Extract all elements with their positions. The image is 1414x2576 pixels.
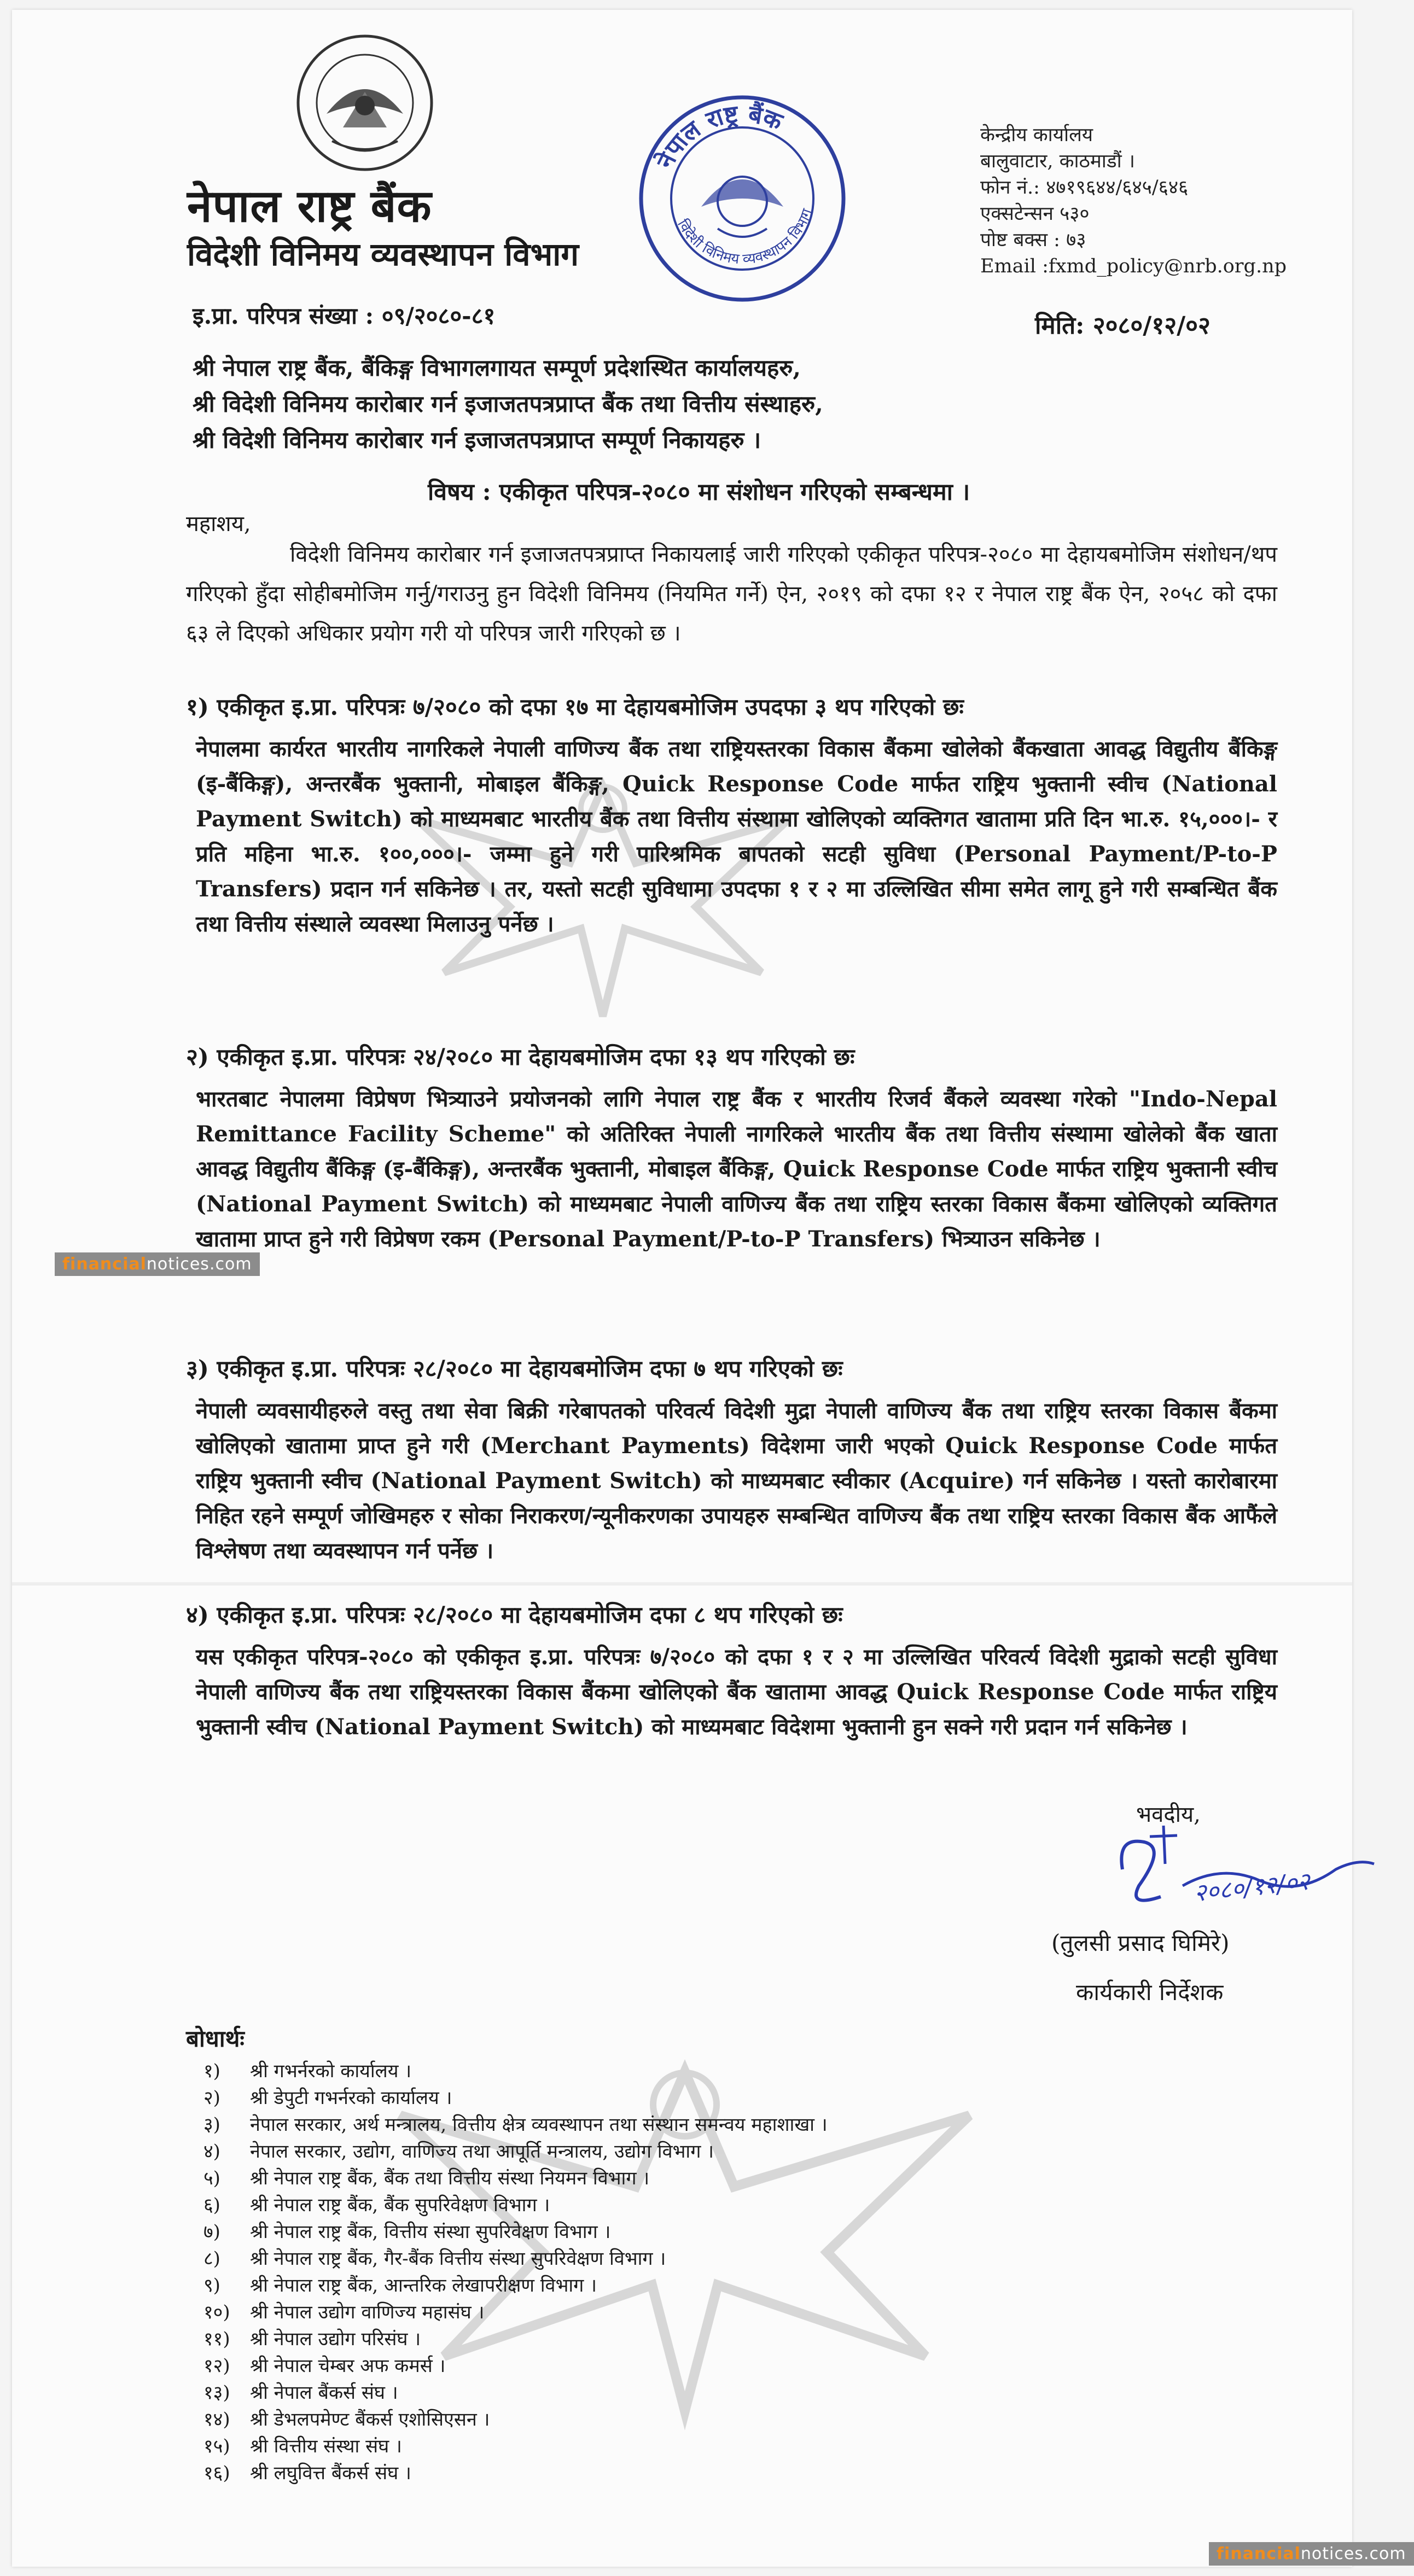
amendment-section-3 — [186, 1353, 1277, 1569]
site-watermark-badge: financialnotices.com — [55, 1252, 260, 1276]
amendment-section-1 — [186, 691, 1277, 942]
department-name: विदेशी विनिमय व्यवस्थापन विभाग — [187, 236, 579, 273]
cc-list — [203, 2058, 828, 2487]
amendment-section-4 — [186, 1599, 1277, 1745]
list-item: ६) श्री नेपाल राष्ट्र बैंक, बैंक सुपरिवेक्षण विभाग । — [203, 2194, 550, 2216]
list-item: १४) श्री डेभलपमेण्ट बैंकर्स एशोसिएसन । — [203, 2409, 490, 2431]
list-item: २) श्री डेपुटी गभर्नरको कार्यालय । — [203, 2087, 452, 2109]
circular-number: इ.प्रा. परिपत्र संख्या : ०९/२०८०-८१ — [193, 302, 496, 329]
recipient-line: श्री विदेशी विनिमय कारोबार गर्न इजाजतपत्रप्राप्त सम्पूर्ण निकायहरु । — [193, 427, 761, 453]
signatory-name: (तुलसी प्रसाद घिमिरे) — [1051, 1930, 1230, 1956]
svg-text:२०८०/१२/०२: २०८०/१२/०२ — [1192, 1867, 1311, 1908]
office-line: एक्सटेन्सन ५३० — [980, 203, 1090, 225]
cc-heading: बोधार्थः — [186, 2025, 245, 2052]
list-item: ३) नेपाल सरकार, अर्थ मन्त्रालय, वित्तीय क्षेत्र व्यवस्थापन तथा संस्थान समन्वय महाशाखा । — [203, 2114, 828, 2136]
amendment-section-2 — [186, 1041, 1277, 1257]
list-item: १५) श्री वित्तीय संस्था संघ । — [203, 2435, 402, 2457]
list-item: ५) श्री नेपाल राष्ट्र बैंक, बैंक तथा वित्तीय संस्था नियमन विभाग । — [203, 2167, 650, 2189]
list-item: १३) श्री नेपाल बैंकर्स संघ । — [203, 2382, 398, 2404]
section-heading: १) एकीकृत इ.प्रा. परिपत्रः ७/२०८० को दफा १७ मा देहायबमोजिम उपदफा ३ थप गरिएको छः — [186, 693, 964, 720]
list-item: १) श्री गभर्नरको कार्यालय । — [203, 2060, 412, 2082]
page-seam — [12, 1582, 1352, 1586]
recipient-line: श्री नेपाल राष्ट्र बैंक, बैंकिङ्ग विभागलगायत सम्पूर्ण प्रदेशस्थित कार्यालयहरु, — [193, 354, 801, 381]
list-item: ४) नेपाल सरकार, उद्योग, वाणिज्य तथा आपूर्ति मन्त्रालय, उद्योग विभाग । — [203, 2141, 714, 2163]
office-line: पोष्ट बक्स : ७३ — [980, 229, 1086, 251]
office-email: Email :fxmd_policy@nrb.org.np — [980, 255, 1287, 277]
department-stamp-icon — [636, 92, 849, 305]
list-item: ९) श्री नेपाल राष्ट्र बैंक, आन्तरिक लेखापरीक्षण विभाग । — [203, 2275, 597, 2297]
subject-line: विषय : एकीकृत परिपत्र-२०८० मा संशोधन गरिएको सम्बन्धमा । — [428, 479, 970, 506]
recipients — [193, 350, 823, 458]
svg-text:नेपाल राष्ट्र बैंक — [650, 100, 787, 173]
intro-paragraph: विदेशी विनिमय कारोबार गर्न इजाजतपत्रप्राप्त निकायलाई जारी गरिएको एकीकृत परिपत्र-२०८० मा देहायबमोजिम संशोधन/थप गरिएको हुँदा सोहीबमोजिम गर्नु/गराउनु हुन विदेशी विनिमय (नियमित गर्ने) ऐन, २०१९ को दफा १२ र नेपाल राष्ट्र बैंक ऐन, २०५८ को दफा ६३ ले दिएको अधिकार प्रयोग गरी यो परिपत्र जारी गरिएको छ । — [186, 542, 1277, 646]
recipient-line: श्री विदेशी विनिमय कारोबार गर्न इजाजतपत्रप्राप्त बैंक तथा वित्तीय संस्थाहरु, — [193, 391, 823, 417]
section-heading: २) एकीकृत इ.प्रा. परिपत्रः २४/२०८० मा देहायबमोजिम दफा १३ थप गरिएको छः — [186, 1044, 855, 1070]
site-watermark-badge: financialnotices.com — [1209, 2542, 1414, 2566]
list-item: ७) श्री नेपाल राष्ट्र बैंक, वित्तीय संस्था सुपरिवेक्षण विभाग । — [203, 2221, 611, 2243]
office-address — [980, 122, 1287, 279]
section-body: नेपालमा कार्यरत भारतीय नागरिकले नेपाली वाणिज्य बैंक तथा राष्ट्रियस्तरका विकास बैंकमा खोलेको बैंकखाता आवद्ध विद्युतीय बैंकिङ्ग (इ-बैंकिङ्ग), अन्तरबैंक भुक्तानी, मोबाइल बैंकिङ्ग, Quick Response Code मार्फत राष्ट्रिय भुक्तानी स्वीच (National Payment Switch) को माध्यमबाट भारतीय बैंक तथा वित्तीय संस्थामा खोलिएको व्यक्तिगत खातामा प्रति दिन भा.रु. १५,०००।- र प्रति महिना भा.रु. १००,०००।- जम्मा हुने गरी पारिश्रमिक बापतको सटही सुविधा (Personal Payment/P-to-P Transfers) प्रदान गर्न सकिनेछ । तर, यस्तो सटही सुविधामा उपदफा १ र २ मा उल्लिखित सीमा समेत लागू हुने गरी सम्बन्धित बैंक तथा वित्तीय संस्थाले व्यवस्था मिलाउनु पर्नेछ । — [196, 736, 1277, 937]
section-heading: ३) एकीकृत इ.प्रा. परिपत्रः २८/२०८० मा देहायबमोजिम दफा ७ थप गरिएको छः — [186, 1355, 843, 1382]
bank-logo-icon — [294, 32, 436, 174]
document-page — [12, 10, 1352, 2567]
section-body: यस एकीकृत परिपत्र-२०८० को एकीकृत इ.प्रा. परिपत्रः ७/२०८० को दफा १ र २ मा उल्लिखित परिवर्त्य विदेशी मुद्राको सटही सुविधा नेपाली वाणिज्य बैंक तथा राष्ट्रियस्तरका विकास बैंकमा खोलिएको बैंक खातामा आवद्ध Quick Response Code मार्फत राष्ट्रिय भुक्तानी स्वीच (National Payment Switch) को माध्यमबाट विदेशमा भुक्तानी हुन सक्ने गरी प्रदान गर्न सकिनेछ । — [196, 1644, 1277, 1740]
office-line: बालुवाटार, काठमाडौं । — [980, 150, 1136, 172]
section-body: भारतबाट नेपालमा विप्रेषण भित्र्याउने प्रयोजनको लागि नेपाल राष्ट्र बैंक र भारतीय रिजर्व बैंकले व्यवस्था गरेको "Indo-Nepal Remittance Facility Scheme" को अतिरिक्त नेपाली नागरिकले भारतीय बैंक तथा वित्तीय संस्थामा खोलेको बैंक खाता आवद्ध विद्युतीय बैंकिङ्ग (इ-बैंकिङ्ग), अन्तरबैंक भुक्तानी, मोबाइल बैंकिङ्ग, Quick Response Code मार्फत राष्ट्रिय भुक्तानी स्वीच (National Payment Switch) को माध्यमबाट नेपाली वाणिज्य बैंक तथा राष्ट्रिय स्तरका विकास बैंकमा खोलिएको व्यक्तिगत खातामा प्राप्त हुने गरी विप्रेषण रकम (Personal Payment/P-to-P Transfers) भित्र्याउन सकिनेछ । — [196, 1086, 1277, 1252]
bank-name: नेपाल राष्ट्र बैंक — [187, 180, 432, 232]
list-item: ११) श्री नेपाल उद्योग परिसंघ । — [203, 2328, 421, 2350]
stamp-bottom-text: विदेशी विनिमय व्यवस्थापन विभाग — [673, 207, 816, 268]
list-item: १६) श्री लघुवित्त बैंकर्स संघ । — [203, 2462, 411, 2484]
section-heading: ४) एकीकृत इ.प्रा. परिपत्रः २८/२०८० मा देहायबमोजिम दफा ८ थप गरिएको छः — [186, 1601, 843, 1628]
office-line: केन्द्रीय कार्यालय — [980, 124, 1093, 146]
list-item: १०) श्री नेपाल उद्योग वाणिज्य महासंघ । — [203, 2301, 485, 2323]
office-line: फोन नं.: ४७१९६४४/६४५/६४६ — [980, 177, 1189, 199]
list-item: ८) श्री नेपाल राष्ट्र बैंक, गैर-बैंक वित्तीय संस्था सुपरिवेक्षण विभाग । — [203, 2248, 666, 2270]
signatory-title: कार्यकारी निर्देशक — [1076, 1979, 1224, 2006]
stamp-top-text: नेपाल राष्ट्र बैंक — [651, 100, 787, 173]
section-body: नेपाली व्यवसायीहरुले वस्तु तथा सेवा बिक्री गरेबापतको परिवर्त्य विदेशी मुद्रा नेपाली वाणिज्य बैंक तथा राष्ट्रिय स्तरका विकास बैंकमा खोलिएको खातामा प्राप्त हुने गरी (Merchant Payments) विदेशमा जारी भएको Quick Response Code मार्फत राष्ट्रिय भुक्तानी स्वीच (National Payment Switch) को माध्यमबाट स्वीकार (Acquire) गर्न सकिनेछ । यस्तो कारोबारमा निहित रहने सम्पूर्ण जोखिमहरु र सोका निराकरण/न्यूनीकरणका उपायहरु सम्बन्धित वाणिज्य बैंक तथा राष्ट्रिय स्तरका विकास बैंक आफैंले विश्लेषण तथा व्यवस्थापन गर्न पर्नेछ । — [196, 1398, 1277, 1564]
signature-icon — [1101, 1804, 1385, 1935]
circular-date: मिति: २०८०/१२/०२ — [1035, 312, 1211, 340]
salutation: महाशय, — [186, 511, 251, 537]
list-item: १२) श्री नेपाल चेम्बर अफ कमर्स । — [203, 2355, 446, 2377]
signoff: भवदीय, — [1136, 1802, 1201, 1827]
